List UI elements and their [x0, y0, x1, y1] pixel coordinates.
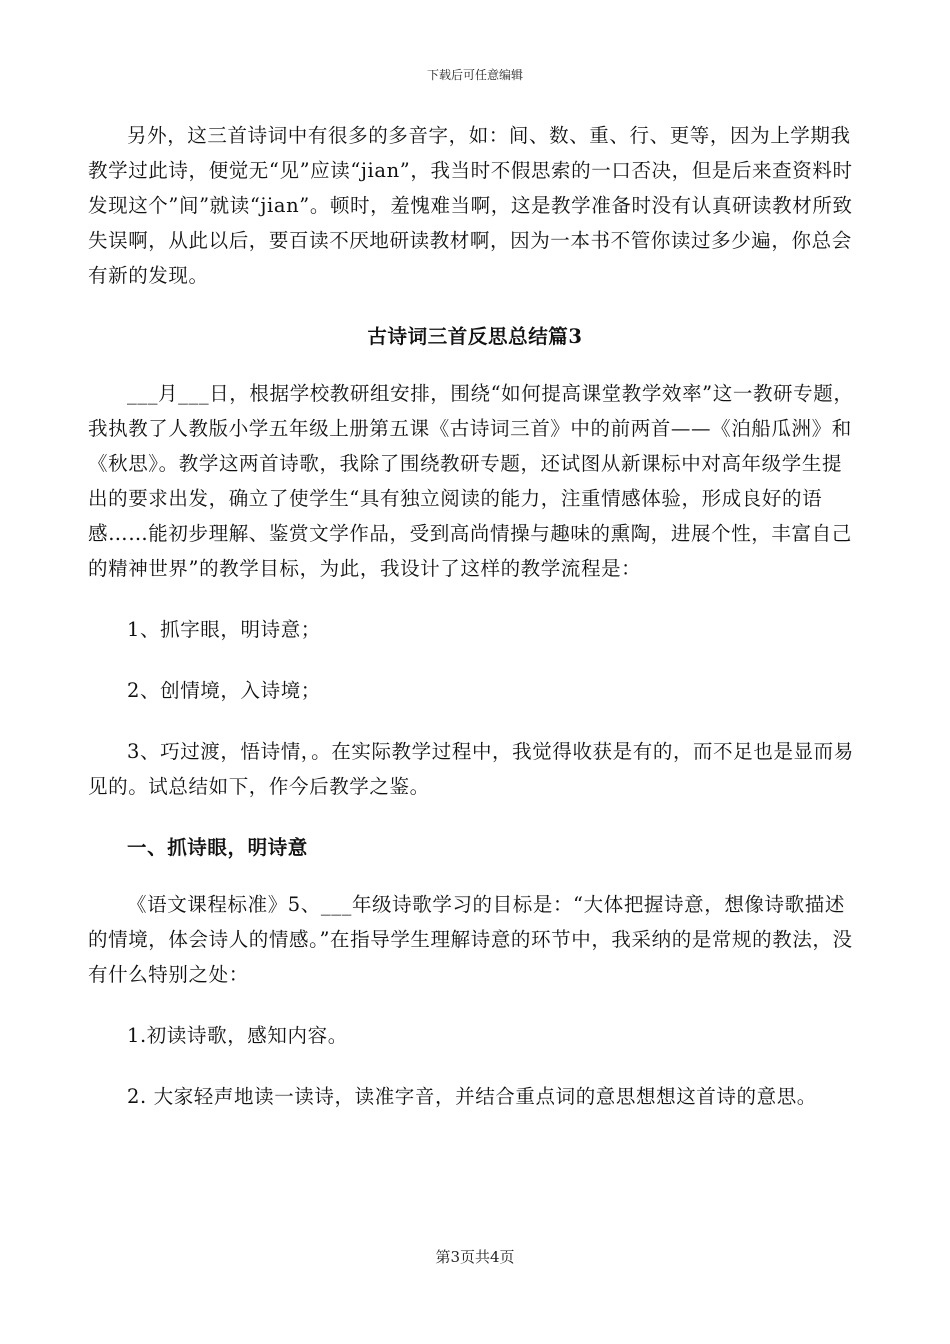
- document-body: [88, 118, 862, 1114]
- paragraph-teaching-background: ___月___日，根据学校教研组安排，围绕“如何提高课堂教学效率”这一教研专题，我执教了人教版小学五年级上册第五课《古诗词三首》中的前两首——《泊船瓜洲》和《秋思》。教学这两首诗歌，我除了围绕教研专题，还试图从新课标中对高年级学生提出的要求出发，确立了使学生“具有独立阅读的能力，注重情感体验，形成良好的语感……能初步理解、鉴赏文学作品，受到高尚情操与趣味的熏陶，进展个性，丰富自己的精神世界”的教学目标，为此，我设计了这样的教学流程是：: [88, 382, 854, 580]
- page-header: 下载后可任意编辑: [426, 68, 523, 82]
- process-item-2: 2、创情境，入诗境；: [127, 679, 321, 702]
- subheading-grasp-poem-eye: 一、抓诗眼，明诗意: [127, 836, 308, 859]
- paragraph-polyphonic-characters: 另外，这三首诗词中有很多的多音字，如：间、数、重、行、更等，因为上学期我教学过此诗，便觉无“见”应读“jian”，我当时不假思索的一口否决，但是后来查资料时发现这个”间”就读“jian”。顿时，羞愧难当啊，这是教学准备时没有认真研读教材所致失误啊，从此以后，要百读不厌地研读教材啊，因为一本书不管你读过多少遍，你总会有新的发现。: [88, 124, 853, 287]
- section-title: 古诗词三首反思总结篇3: [367, 325, 583, 348]
- process-item-3: 3、巧过渡，悟诗情，。在实际教学过程中，我觉得收获是有的，而不足也是显而易见的。试总结如下，作今后教学之鉴。: [88, 740, 854, 798]
- step-2: 2. 大家轻声地读一读诗，读准字音，并结合重点词的意思想想这首诗的意思。: [127, 1085, 817, 1108]
- process-item-1: 1、抓字眼，明诗意；: [127, 618, 321, 641]
- step-1: 1.初读诗歌，感知内容。: [127, 1024, 348, 1047]
- paragraph-curriculum-standard: 《语文课程标准》5、___年级诗歌学习的目标是：“大体把握诗意，想像诗歌描述的情境，体会诗人的情感。”在指导学生理解诗意的环节中，我采纳的是常规的教法，没有什么特别之处：: [88, 893, 853, 986]
- page-footer: 第3页共4页: [435, 1248, 515, 1266]
